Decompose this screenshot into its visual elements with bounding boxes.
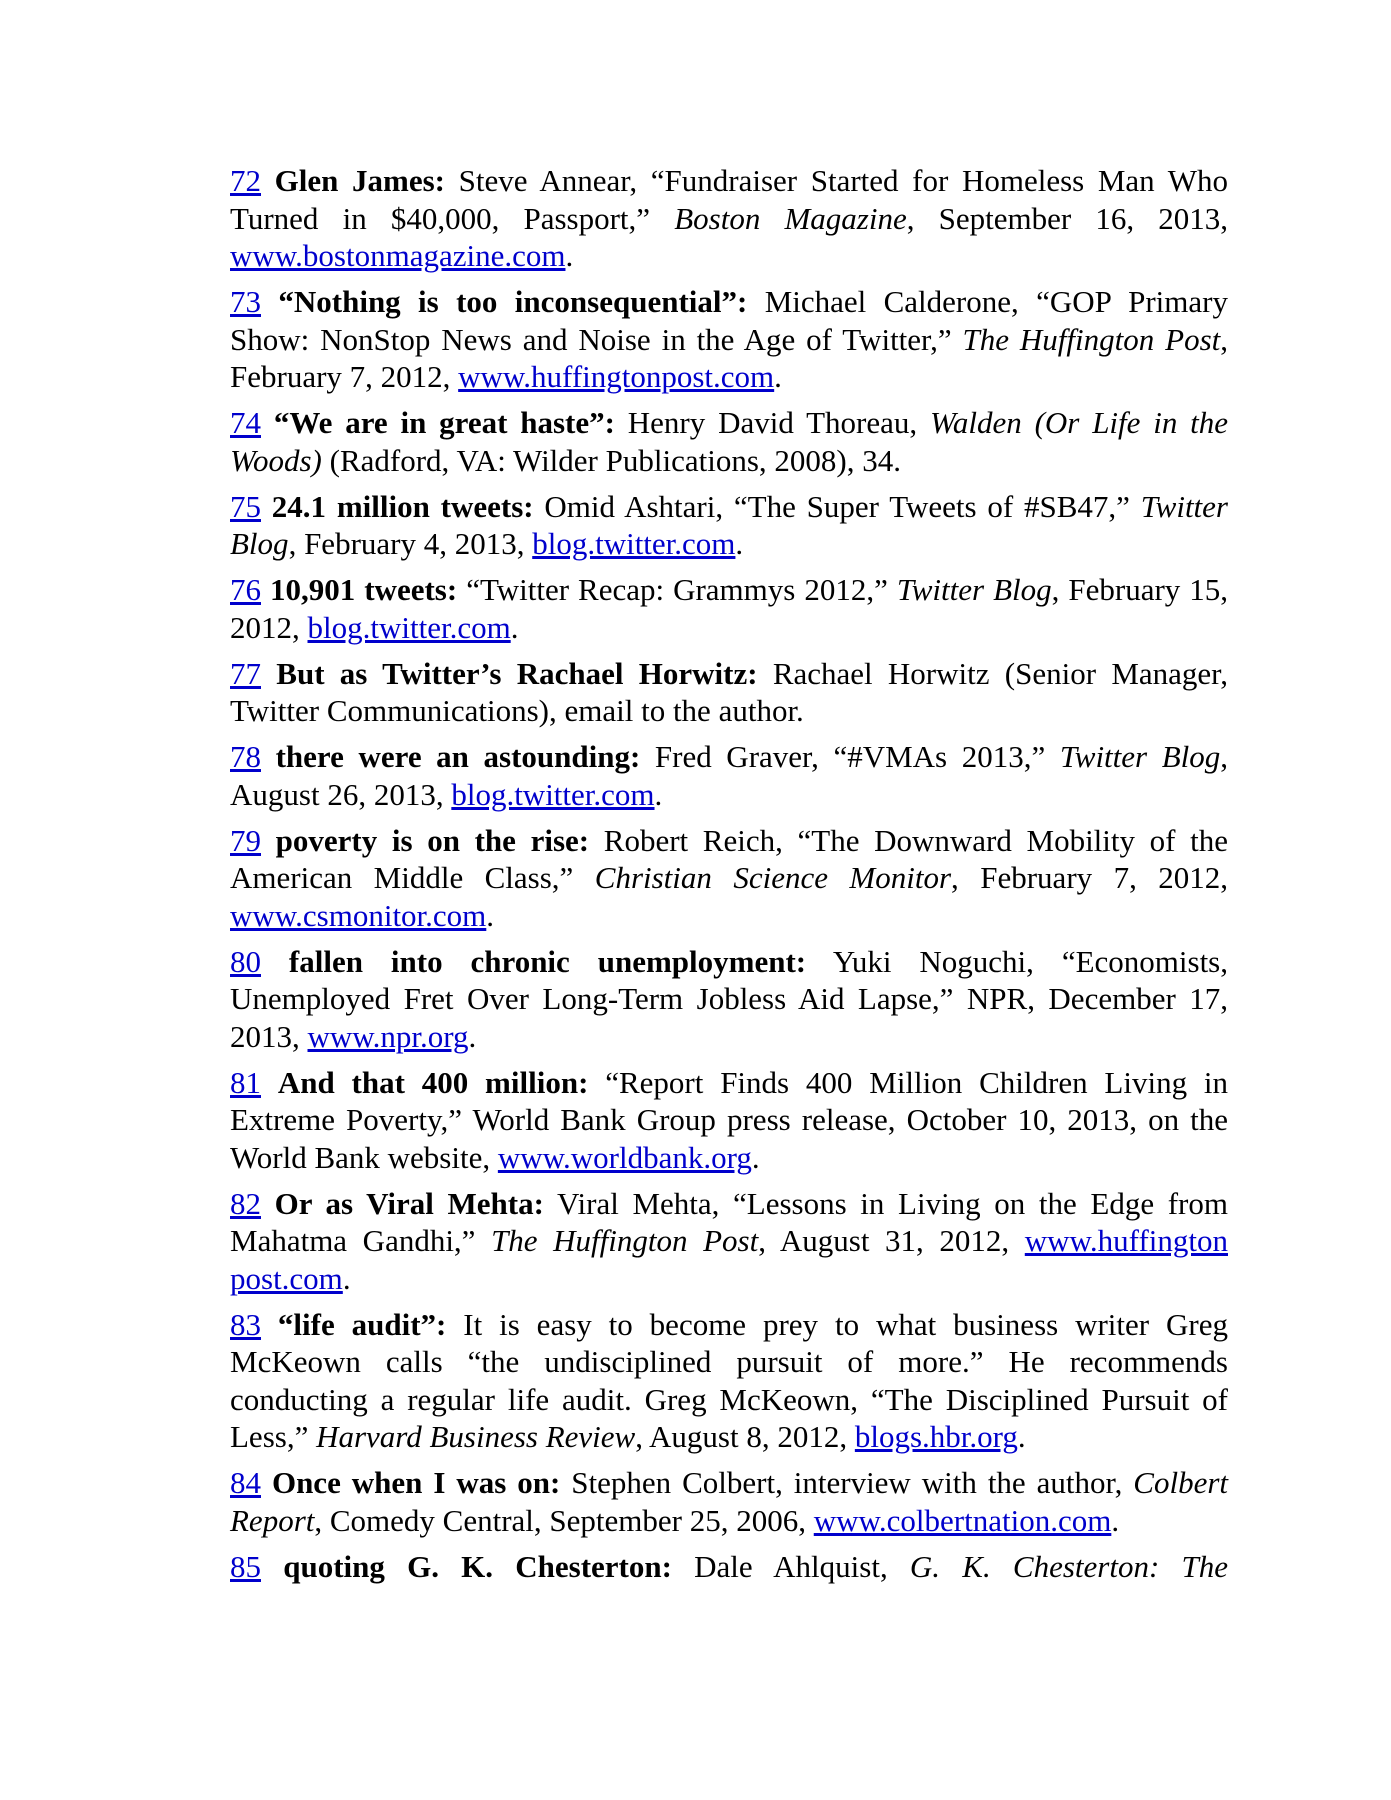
- citation-text: .: [342, 1260, 351, 1296]
- citation-text: “Report Finds 400 Million Children Living in Extreme Poverty,” World Bank Group press release, October 10, 2013, on the World Bank website,: [230, 1064, 1229, 1175]
- citation-text: .: [565, 238, 574, 273]
- endnote: [230, 655, 1228, 730]
- citation-text: .: [1017, 1419, 1026, 1454]
- endnote: [230, 822, 1228, 935]
- endnote-number-link[interactable]: 80: [230, 943, 261, 979]
- citation-text: , February 7, 2012,: [230, 321, 1228, 394]
- endnote-heading: “Nothing is too inconsequential”:: [278, 284, 748, 319]
- citation-url-link[interactable]: www.bostonmagazine.com: [230, 238, 566, 273]
- citation-url-link[interactable]: blog.twitter.com: [532, 526, 736, 561]
- citation-text: Dale Ahlquist,: [694, 1548, 910, 1584]
- citation-text: “Twitter Recap: Grammys 2012,”: [466, 572, 897, 607]
- citation-text: , August 26, 2013,: [230, 739, 1228, 812]
- citation-url-link[interactable]: blog.twitter.com: [307, 609, 511, 645]
- citation-text: .: [486, 897, 495, 933]
- citation-title: G. K. Chesterton: The: [909, 1548, 1228, 1584]
- endnote-number-link[interactable]: 76: [230, 572, 261, 607]
- citation-text: .: [751, 1139, 760, 1175]
- endnote: [230, 943, 1228, 1056]
- endnote-number-link[interactable]: 79: [230, 822, 261, 858]
- citation-url-link[interactable]: www.colbertnation.com: [813, 1502, 1112, 1538]
- citation-text: , February 15, 2012,: [230, 572, 1229, 645]
- endnote-number-link[interactable]: 75: [230, 488, 261, 524]
- citation-url-link[interactable]: blog.twitter.com: [451, 776, 655, 812]
- citation-text: Yuki Noguchi, “Economists, Unemployed Fret Over Long-Term Jobless Aid Lapse,” NPR, December 17, 2013,: [230, 943, 1228, 1054]
- endnote: [230, 1185, 1228, 1298]
- endnote: [230, 1464, 1228, 1539]
- citation-url-link[interactable]: blogs.hbr.org: [854, 1419, 1018, 1454]
- endnote-number-link[interactable]: 81: [230, 1064, 261, 1100]
- citation-url-link[interactable]: www.huffington post.com: [230, 1223, 1228, 1296]
- endnote-number-link[interactable]: 85: [230, 1548, 261, 1584]
- citation-title: Twitter Blog: [1059, 739, 1221, 774]
- endnote-heading: there were an astounding:: [275, 739, 641, 774]
- citation-text: Rachael Horwitz (Senior Manager, Twitter Communications), email to the author.: [230, 655, 1228, 728]
- citation-text: Steve Annear, “Fundraiser Started for Homeless Man Who Turned in $40,000, Passport,”: [230, 163, 1229, 236]
- citation-text: (Radford, VA: Wilder Publications, 2008), 34.: [321, 442, 901, 478]
- endnote-heading: “life audit”:: [277, 1306, 447, 1342]
- citation-title: Boston Magazine: [674, 200, 907, 236]
- endnote-number-link[interactable]: 83: [230, 1306, 261, 1342]
- endnote: [230, 404, 1228, 479]
- citation-text: Robert Reich, “The Downward Mobility of the American Middle Class,”: [230, 822, 1229, 895]
- endnote: [230, 488, 1228, 563]
- citation-text: Omid Ashtari, “The Super Tweets of #SB47,”: [544, 488, 1141, 524]
- citation-text: , September 16, 2013,: [906, 200, 1228, 236]
- citation-title: Colbert Report: [230, 1465, 1229, 1538]
- citation-text: Viral Mehta, “Lessons in Living on the Edge from Mahatma Gandhi,”: [230, 1185, 1228, 1258]
- citation-text: , August 31, 2012,: [758, 1223, 1025, 1258]
- citation-title: Twitter Blog: [896, 572, 1052, 607]
- endnote-heading: quoting G. K. Chesterton:: [283, 1548, 672, 1584]
- citation-title: Twitter Blog: [230, 488, 1228, 561]
- endnote: [230, 571, 1228, 646]
- citation-title: Christian Science Monitor: [594, 860, 952, 895]
- citation-text: .: [468, 1018, 477, 1054]
- endnote: [230, 1064, 1228, 1177]
- citation-url-link[interactable]: www.npr.org: [307, 1018, 469, 1054]
- citation-text: , Comedy Central, September 25, 2006,: [314, 1502, 814, 1538]
- endnote-number-link[interactable]: 77: [230, 655, 261, 691]
- citation-url-link[interactable]: www.huffingtonpost.com: [458, 359, 775, 394]
- endnote-number-link[interactable]: 72: [230, 163, 261, 198]
- citation-text: , February 4, 2013,: [288, 526, 533, 561]
- endnote-heading: 10,901 tweets:: [270, 572, 458, 607]
- endnotes-page: [230, 162, 1228, 1594]
- endnote-heading: 24.1 million tweets:: [271, 488, 534, 524]
- citation-text: Fred Graver, “#VMAs 2013,”: [654, 739, 1060, 774]
- citation-title: The Huffington Post: [491, 1223, 759, 1258]
- citation-title: Harvard Business Review: [316, 1419, 636, 1454]
- endnote-heading: Glen James:: [274, 163, 445, 198]
- endnote-number-link[interactable]: 78: [230, 739, 261, 774]
- endnote: [230, 1306, 1228, 1456]
- endnote-heading: But as Twitter’s Rachael Horwitz:: [276, 655, 758, 691]
- citation-text: .: [735, 526, 744, 561]
- endnote-heading: And that 400 million:: [277, 1064, 589, 1100]
- citation-text: .: [774, 359, 782, 394]
- citation-text: .: [510, 609, 519, 645]
- citation-text: Stephen Colbert, interview with the author,: [571, 1465, 1134, 1500]
- endnote-heading: poverty is on the rise:: [275, 822, 590, 858]
- endnote-heading: Or as Viral Mehta:: [274, 1185, 544, 1221]
- citation-text: Michael Calderone, “GOP Primary Show: NonStop News and Noise in the Age of Twitter,”: [230, 284, 1228, 357]
- endnote-number-link[interactable]: 74: [230, 405, 261, 440]
- citation-title: Walden (Or Life in the Woods): [230, 405, 1229, 478]
- endnote: [230, 162, 1228, 275]
- endnote-number-link[interactable]: 84: [230, 1465, 261, 1500]
- citation-url-link[interactable]: www.csmonitor.com: [230, 897, 487, 933]
- endnote-number-link[interactable]: 73: [230, 284, 261, 319]
- citation-title: The Huffington Post: [962, 321, 1221, 357]
- citation-text: , February 7, 2012,: [951, 860, 1229, 895]
- citation-text: .: [654, 776, 663, 812]
- citation-url-link[interactable]: www.worldbank.org: [497, 1139, 752, 1175]
- endnote: [230, 283, 1228, 396]
- endnote-number-link[interactable]: 82: [230, 1185, 261, 1221]
- endnote-heading: “We are in great haste”:: [273, 405, 615, 440]
- endnote-heading: fallen into chronic unemployment:: [288, 943, 807, 979]
- endnote-heading: Once when I was on:: [271, 1465, 561, 1500]
- citation-text: It is easy to become prey to what business writer Greg McKeown calls “the undisciplined pursuit of more.” He recommends conducting a regular life audit. Greg McKeown, “The Disciplined Pursuit of Less,”: [230, 1306, 1228, 1454]
- endnote: [230, 738, 1228, 813]
- citation-text: , August 8, 2012,: [635, 1419, 855, 1454]
- citation-text: Henry David Thoreau,: [627, 405, 930, 440]
- citation-text: .: [1111, 1502, 1120, 1538]
- endnote: [230, 1548, 1228, 1586]
